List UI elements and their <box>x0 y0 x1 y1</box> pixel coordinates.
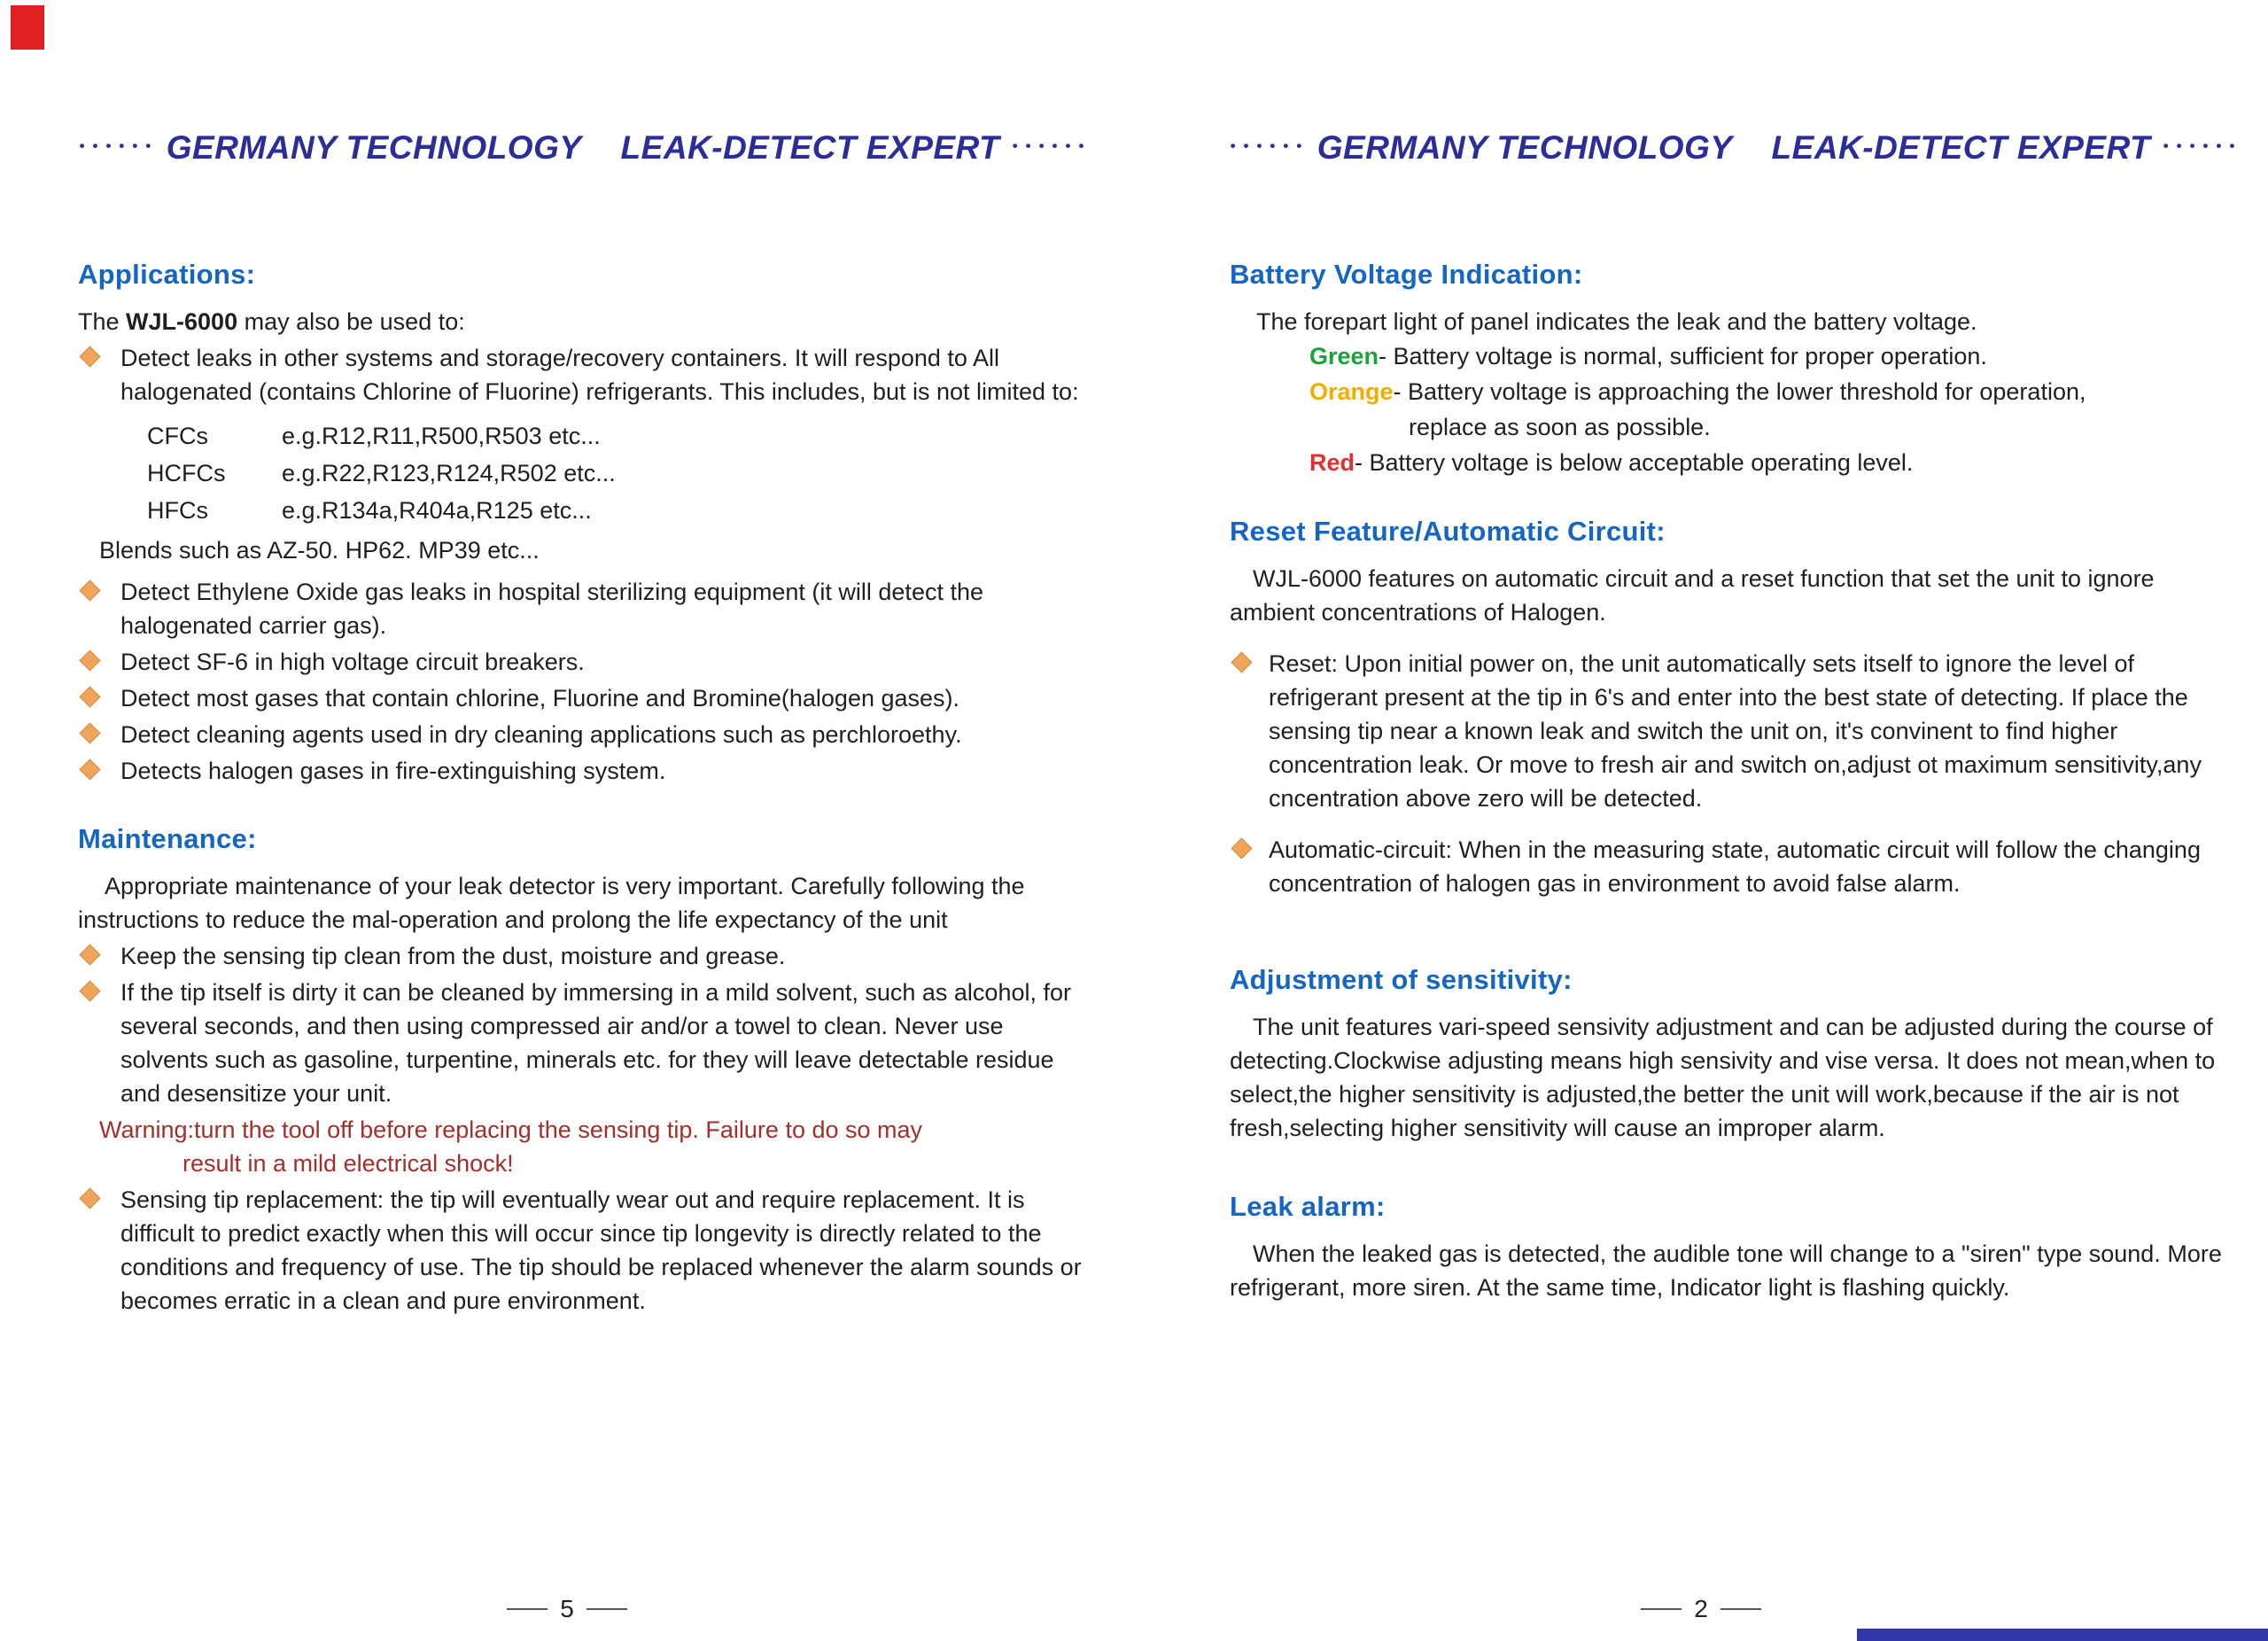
refrigerant-examples: e.g.R22,R123,R124,R502 etc... <box>282 460 616 486</box>
red-label: Red <box>1309 449 1355 476</box>
corner-red-decoration <box>11 5 44 50</box>
battery-orange-line <box>1309 374 2243 409</box>
refrigerant-row <box>147 455 1093 492</box>
refrigerant-row <box>147 417 1093 455</box>
refrigerant-examples: e.g.R12,R11,R500,R503 etc... <box>282 423 601 449</box>
bullet-item <box>78 341 1093 408</box>
bullet-text: Reset: Upon initial power on, the unit automatically sets itself to ignore the level of refrigerant present at the tip in 6's and enter into the best state of detecting. If place the sensing tip near a known leak and switch the unit on, it's convinent to find higher concentration leak. Or move to fresh air and switch on,adjust ot maximum sensitivity,any cncentration above zero will be detected. <box>1269 650 2202 812</box>
bullet-text: Detect Ethylene Oxide gas leaks in hospital sterilizing equipment (it will detect the halogenated carrier gas). <box>120 579 983 639</box>
bullet-item <box>78 939 1093 973</box>
refrigerant-label: HFCs <box>147 497 208 524</box>
section-heading-applications: Applications: <box>78 259 256 290</box>
applications-intro-suffix: may also be used to: <box>237 308 465 335</box>
bullet-text: Detect cleaning agents used in dry cleaning applications such as perchloroethy. <box>120 721 962 748</box>
bullet-item <box>78 754 1093 788</box>
bullet-item <box>1230 833 2243 900</box>
diamond-bullet-icon <box>79 980 100 1001</box>
maintenance-intro: Appropriate maintenance of your leak detector is very important. Carefully following the instructions to reduce the mal-operation and prolong the life expectancy of the unit <box>78 873 1025 933</box>
bullet-item <box>78 575 1093 642</box>
orange-text: - Battery voltage is approaching the lower threshold for operation, <box>1393 378 2086 405</box>
bullet-text: Detect leaks in other systems and storage/recovery containers. It will respond to All halogenated (contains Chlorine of Fluorine) refrigerants. This includes, but is not limited to: <box>120 345 1079 405</box>
applications-intro-prefix: The <box>78 308 127 335</box>
doc-title-part1: GERMANY TECHNOLOGY <box>1317 129 1733 166</box>
page-number-value: 2 <box>1694 1595 1708 1622</box>
page-number-dash <box>1720 1608 1761 1610</box>
footer-blue-bar-decoration <box>1857 1629 2268 1641</box>
bullet-text: Sensing tip replacement: the tip will eventually wear out and require replacement. It is difficult to predict exactly when this will occur since tip longevity is directly related to the conditions and frequency of use. The tip should be replaced whenever the alarm sounds or becomes erratic in a clean and pure environment. <box>120 1186 1082 1314</box>
diamond-bullet-icon <box>79 722 100 743</box>
battery-green-line <box>1309 338 2243 374</box>
page-number-value: 5 <box>560 1595 574 1622</box>
refrigerant-examples: e.g.R134a,R404a,R125 etc... <box>282 497 592 524</box>
page-number-dash <box>1641 1608 1682 1610</box>
leak-alarm-body: When the leaked gas is detected, the audible tone will change to a "siren" type sound. More refrigerant, more siren. At the same time, Indicator light is flashing quickly. <box>1230 1240 2222 1301</box>
doc-title-part2: LEAK-DETECT EXPERT <box>620 129 1000 166</box>
doc-title-part1: GERMANY TECHNOLOGY <box>166 129 582 166</box>
diamond-bullet-icon <box>79 1187 100 1209</box>
diamond-bullet-icon <box>79 686 100 707</box>
doc-title <box>167 129 1000 166</box>
diamond-bullet-icon <box>79 758 100 780</box>
diamond-bullet-icon <box>1231 837 1252 859</box>
header-dots-left: •••••• <box>1230 137 1310 154</box>
bullet-item <box>78 645 1093 679</box>
blends-line: Blends such as AZ-50. HP62. MP39 etc... <box>99 537 540 564</box>
page-number-dash <box>586 1608 627 1610</box>
section-heading-reset: Reset Feature/Automatic Circuit: <box>1230 516 1666 547</box>
bullet-text: Detects halogen gases in fire-extinguishing system. <box>120 758 666 784</box>
page-number-left <box>0 1595 1134 1623</box>
diamond-bullet-icon <box>79 346 100 367</box>
bullet-text: Detect SF-6 in high voltage circuit breakers. <box>120 649 585 675</box>
bullet-text: Automatic-circuit: When in the measuring state, automatic circuit will follow the changing concentration of halogen gas in environment to avoid false alarm. <box>1269 836 2201 897</box>
refrigerant-table <box>78 417 1093 529</box>
header-dots-right: •••••• <box>2163 137 2243 154</box>
warning-line1: Warning:turn the tool off before replacing the sensing tip. Failure to do so may <box>99 1116 923 1143</box>
orange-label: Orange <box>1309 378 1394 405</box>
section-heading-maintenance: Maintenance: <box>78 823 257 854</box>
reset-intro: WJL-6000 features on automatic circuit and a reset function that set the unit to ignore ambient concentrations of Halogen. <box>1230 565 2155 626</box>
section-heading-leak-alarm: Leak alarm: <box>1230 1191 1386 1222</box>
bullet-item <box>78 976 1093 1110</box>
warning-note <box>99 1113 1093 1180</box>
diamond-bullet-icon <box>79 579 100 601</box>
green-text: - Battery voltage is normal, sufficient for proper operation. <box>1379 343 1987 369</box>
bullet-item <box>1230 647 2243 815</box>
battery-orange-continuation: replace as soon as possible. <box>1409 414 1711 440</box>
model-name: WJL-6000 <box>126 308 238 335</box>
bullet-text: If the tip itself is dirty it can be cleaned by immersing in a mild solvent, such as alcohol, for several seconds, and then using compressed air and/or a towel to clean. Never use solvents such as gasoline, turpentine, minerals etc. for they will leave detectable residue and desensitize your unit. <box>120 979 1071 1107</box>
bullet-item <box>78 681 1093 715</box>
doc-title <box>1317 129 2151 166</box>
refrigerant-label: CFCs <box>147 423 208 449</box>
red-text: - Battery voltage is below acceptable operating level. <box>1355 449 1914 476</box>
section-heading-sensitivity: Adjustment of sensitivity: <box>1230 964 1573 995</box>
refrigerant-row <box>147 492 1093 529</box>
header-dots-left: •••••• <box>79 137 159 154</box>
page-header <box>78 129 1093 167</box>
refrigerant-label: HCFCs <box>147 460 226 486</box>
bullet-text: Detect most gases that contain chlorine, Fluorine and Bromine(halogen gases). <box>120 685 960 712</box>
bullet-item <box>78 1183 1093 1318</box>
diamond-bullet-icon <box>1231 651 1252 673</box>
section-heading-battery: Battery Voltage Indication: <box>1230 259 1583 290</box>
bullet-text: Keep the sensing tip clean from the dust, moisture and grease. <box>120 943 786 969</box>
diamond-bullet-icon <box>79 649 100 671</box>
page-number-dash <box>507 1608 548 1610</box>
page-header <box>1230 129 2243 167</box>
doc-title-part2: LEAK-DETECT EXPERT <box>1771 129 2151 166</box>
battery-red-line <box>1309 445 2243 480</box>
sensitivity-body: The unit features vari-speed sensivity adjustment and can be adjusted during the course of detecting.Clockwise adjusting means high sensivity and vise versa. It does not mean,when to select,the higher sensitivity is adjusted,the better the unit will work,because if the air is not fresh,selecting higher sensitivity will cause an improper alarm. <box>1230 1014 2216 1141</box>
header-dots-right: •••••• <box>1012 137 1092 154</box>
bullet-item <box>78 718 1093 751</box>
page-number-right <box>1134 1595 2268 1623</box>
applications-intro <box>78 305 1093 338</box>
green-label: Green <box>1309 343 1379 369</box>
warning-line2: result in a mild electrical shock! <box>183 1150 514 1177</box>
diamond-bullet-icon <box>79 944 100 965</box>
battery-intro: The forepart light of panel indicates the leak and the battery voltage. <box>1256 308 1977 335</box>
page-right <box>1134 0 2268 1641</box>
